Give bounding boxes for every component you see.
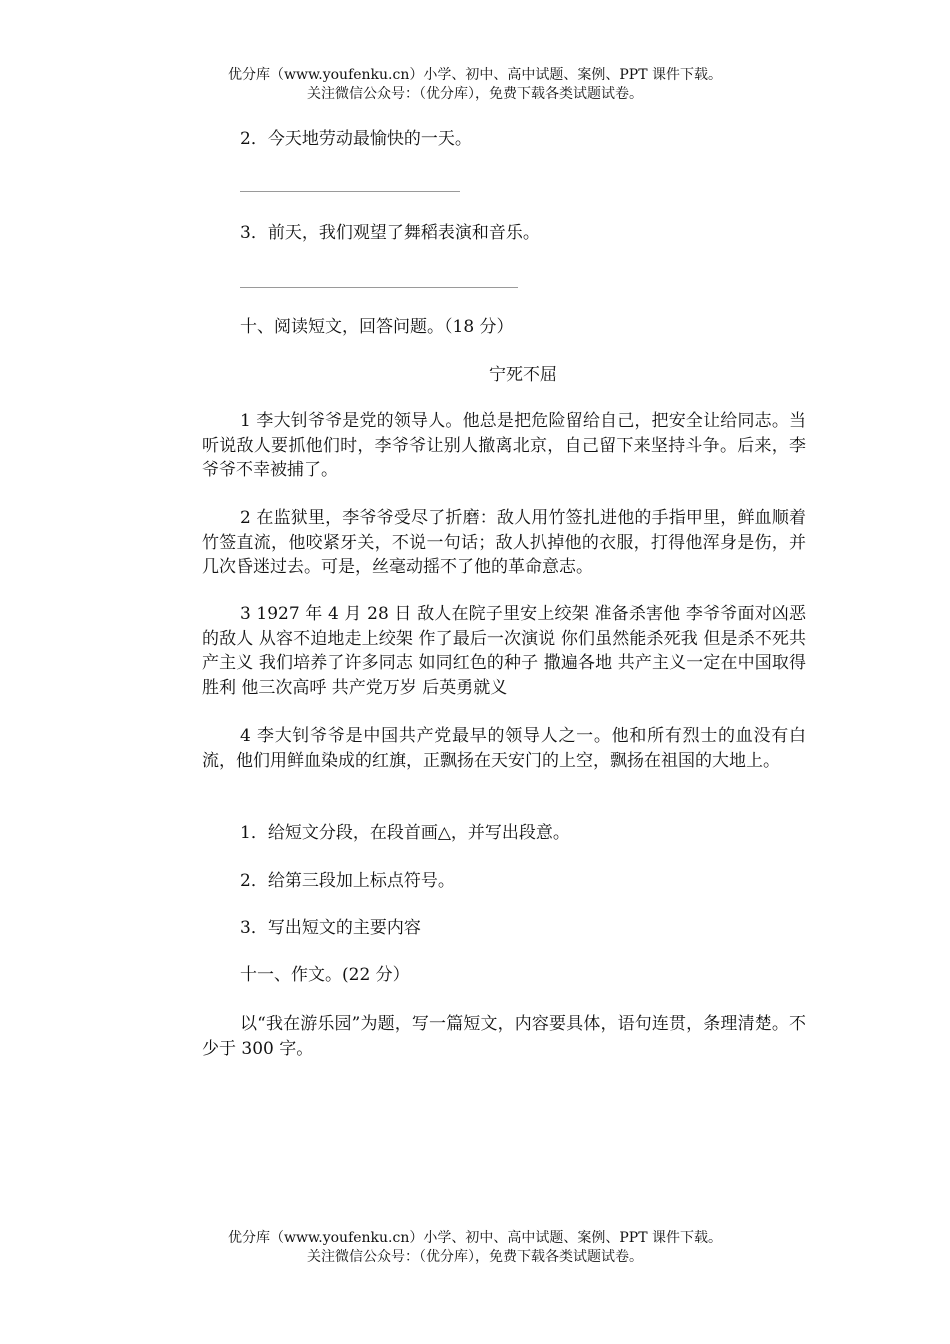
page-header: [0, 66, 950, 104]
answer-line-2: [240, 191, 460, 192]
passage-paragraph-2: 2 在监狱里，李爷爷受尽了折磨：敌人用竹签扎进他的手指甲里，鲜血顺着竹签直流，他咬紧牙关，不说一句话；敌人扒掉他的衣服，打得他浑身是伤，并几次昏迷过去。可是，丝毫动摇不了他的革命意志。: [202, 508, 806, 577]
footer-line-1: 优分库（www.youfenku.cn）小学、初中、高中试题、案例、PPT 课件下载。: [227, 1230, 722, 1246]
footer-line-2: 关注微信公众号：（优分库），免费下载各类试题试卷。: [307, 1249, 643, 1265]
reading-question-1: 1．给短文分段，在段首画△，并写出段意。: [240, 823, 570, 843]
passage-title: 宁死不屈: [489, 365, 557, 385]
reading-question-3: 3．写出短文的主要内容: [240, 918, 421, 938]
page-footer: [0, 1229, 950, 1267]
header-line-2: 关注微信公众号：（优分库），免费下载各类试题试卷。: [307, 86, 643, 102]
question-2: 2．今天地劳动最愉快的一天。: [240, 129, 472, 149]
essay-prompt: 以“我在游乐园”为题，写一篇短文，内容要具体，语句连贯，条理清楚。不少于 300 字。: [202, 1014, 806, 1059]
section-11-heading: 十一、作文。(22 分）: [240, 965, 410, 985]
reading-question-2: 2．给第三段加上标点符号。: [240, 871, 455, 891]
answer-line-3: [240, 287, 518, 288]
header-line-1: 优分库（www.youfenku.cn）小学、初中、高中试题、案例、PPT 课件下载。: [227, 67, 722, 83]
passage-paragraph-1: 1 李大钊爷爷是党的领导人。他总是把危险留给自己，把安全让给同志。当听说敌人要抓他们时，李爷爷让别人撤离北京，自己留下来坚持斗争。后来，李爷爷不幸被捕了。: [202, 411, 806, 480]
passage-paragraph-4: 4 李大钊爷爷是中国共产党最早的领导人之一。他和所有烈士的血没有白流，他们用鲜血染成的红旗，正飘扬在天安门的上空，飘扬在祖国的大地上。: [202, 726, 806, 771]
passage-paragraph-3: 3 1927 年 4 月 28 日 敌人在院子里安上绞架 准备杀害他 李爷爷面对凶恶的敌人 从容不迫地走上绞架 作了最后一次演说 你们虽然能杀死我 但是杀不死共产主义 我们培养了许多同志 如同红色的种子 撒遍各地 共产主义一定在中国取得胜利 他三次高呼 共产党万岁 后英勇就义: [202, 604, 806, 698]
question-3: 3．前天，我们观望了舞稻表演和音乐。: [240, 223, 540, 243]
section-10-heading: 十、阅读短文，回答问题。（18 分）: [240, 317, 514, 337]
